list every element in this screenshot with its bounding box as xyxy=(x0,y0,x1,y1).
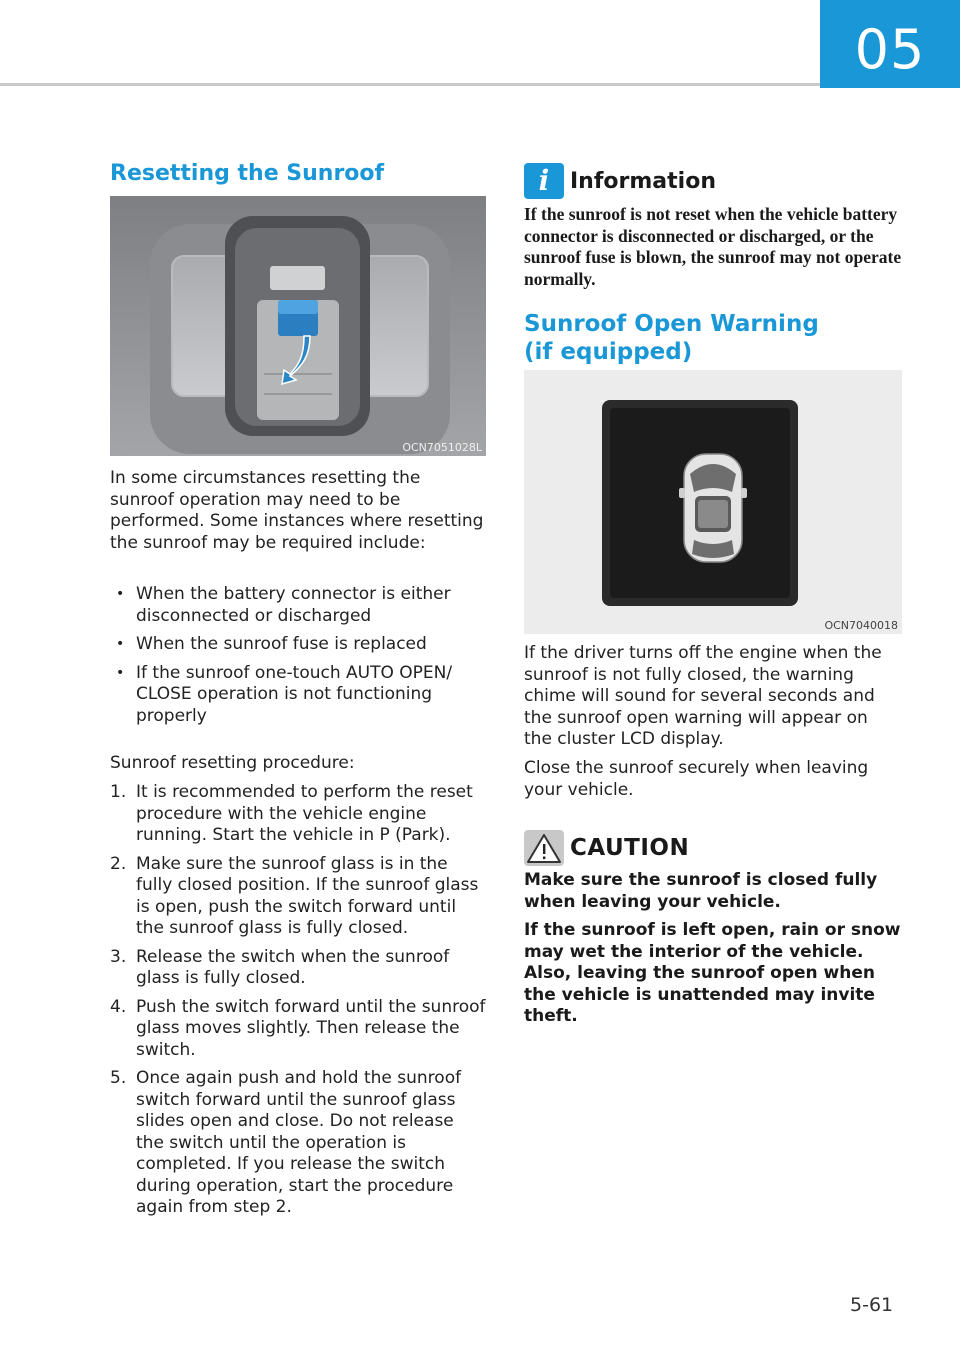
figure-code: OCN7051028L xyxy=(402,441,482,454)
figure-code: OCN7040018 xyxy=(824,619,898,632)
reset-conditions-list xyxy=(110,584,490,734)
intro-paragraph: In some circumstances resetting the sunroof operation may need to be performed. Some instances where resetting the sunroof may be required include: xyxy=(110,468,484,553)
caution-text-2: If the sunroof is left open, rain or snow may wet the interior of the vehicle. Also, leaving the sunroof open when the vehicle is unattended may invite theft. xyxy=(524,920,901,1026)
list-item: • When the battery connector is either disconnected or discharged xyxy=(110,584,490,627)
close-sunroof-paragraph: Close the sunroof securely when leaving your vehicle. xyxy=(524,758,869,800)
sunroof-warning-figure xyxy=(524,370,902,634)
procedure-title: Sunroof resetting procedure: xyxy=(110,753,355,773)
caution-text-1: Make sure the sunroof is closed fully when leaving your vehicle. xyxy=(524,870,878,912)
information-title: Information xyxy=(570,168,716,194)
section-heading-resetting: Resetting the Sunroof xyxy=(110,161,385,186)
reset-steps-list xyxy=(110,782,486,1226)
cluster-display-illustration xyxy=(524,370,902,634)
step-item: 4. Push the switch forward until the sunroof glass moves slightly. Then release the switch. xyxy=(110,996,486,1060)
chapter-tab: 05 xyxy=(820,0,960,88)
information-text: If the sunroof is not reset when the vehicle battery connector is disconnected or discharged, or the sunroof fuse is blown, the sunroof may not operate normally. xyxy=(524,204,902,289)
step-item: 2. Make sure the sunroof glass is in the fully closed position. If the sunroof glass is open, push the switch forward until the sunroof glass is fully closed. xyxy=(110,853,479,938)
overhead-console-illustration xyxy=(110,196,486,456)
step-item: 1. It is recommended to perform the reset procedure with the vehicle engine running. Start the vehicle in P (Park). xyxy=(110,782,473,845)
list-item: • When the sunroof fuse is replaced xyxy=(110,634,490,656)
information-icon: i xyxy=(524,163,564,199)
warning-triangle-icon xyxy=(524,830,564,866)
warning-paragraph: If the driver turns off the engine when the sunroof is not fully closed, the warning chime will sound for several seconds and the sunroof open warning will appear on the cluster LCD display. xyxy=(524,643,882,749)
step-item: 3. Release the switch when the sunroof glass is fully closed. xyxy=(110,946,450,988)
caution-title: CAUTION xyxy=(570,835,690,861)
page-number: 5-61 xyxy=(850,1294,894,1316)
sunroof-switch-figure xyxy=(110,196,486,456)
information-header xyxy=(524,163,716,199)
section-heading-open-warning: Sunroof Open Warning (if equipped) xyxy=(524,311,819,365)
list-item: • If the sunroof one-touch AUTO OPEN/ CLOSE operation is not functioning properly xyxy=(110,663,490,728)
header-rule xyxy=(0,83,820,86)
step-item: 5. Once again push and hold the sunroof switch forward until the sunroof glass slides open and close. Do not release the switch until the operation is completed. If you release the switch during operation, start the procedure again from step 2. xyxy=(110,1068,462,1217)
caution-header xyxy=(524,830,689,866)
